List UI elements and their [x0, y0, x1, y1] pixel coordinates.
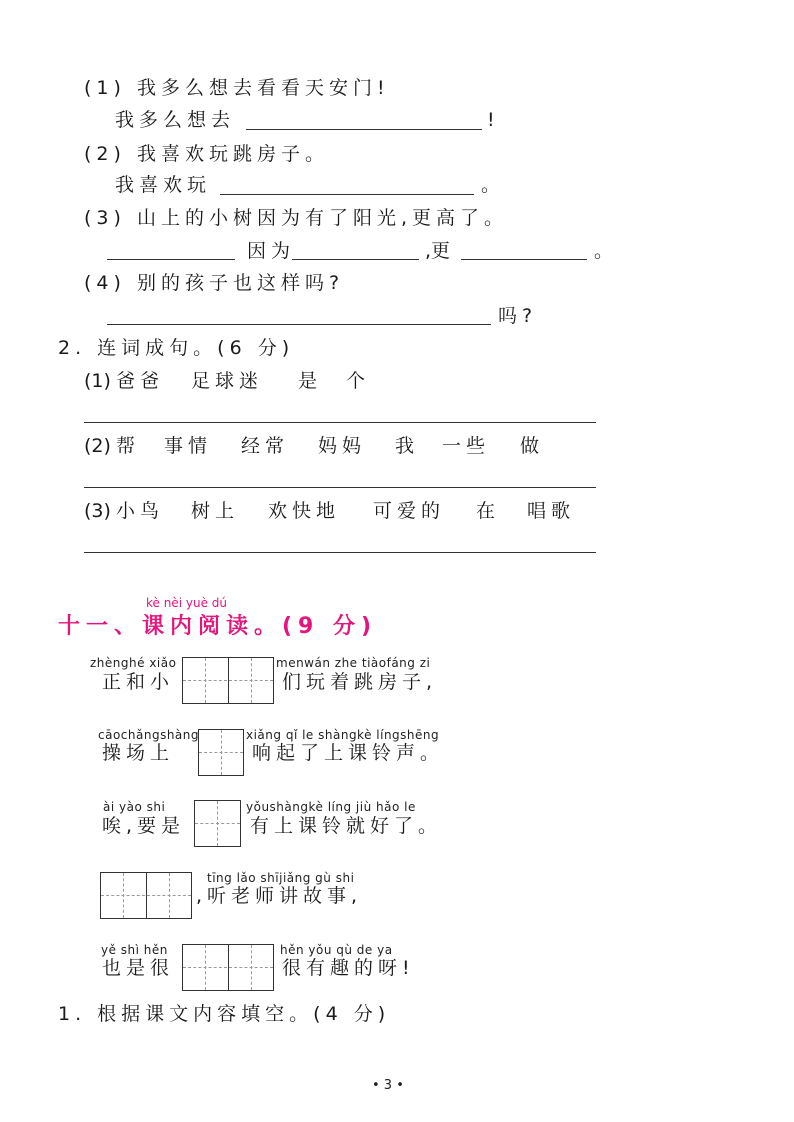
q1-item2-end: 。: [481, 174, 506, 196]
q1-item1-stem: 我多么想去: [115, 109, 236, 131]
q1-item2-prompt: (2) 我喜欢玩跳房子。: [84, 143, 329, 165]
poem-pinyin: xiǎng qǐ le shàngkè língshēng: [246, 728, 440, 742]
q1-item3-prompt: (3) 山上的小树因为有了阳光,更高了。: [84, 207, 508, 229]
q2-item1-label: (1): [84, 370, 111, 392]
q1-item3-blank2[interactable]: [292, 259, 419, 260]
q1-item3-mid1: 因为: [247, 240, 296, 262]
poem-text: 操场上: [102, 742, 175, 764]
q2-item1-word: 足球迷: [191, 370, 264, 392]
q1-item4-prompt: (4) 别的孩子也这样吗?: [84, 272, 345, 294]
poem-pinyin: zhènghé xiǎo: [90, 656, 177, 670]
page-number: • 3 •: [372, 1078, 404, 1093]
q1-item3-mid2: ,更: [425, 240, 451, 262]
poem-text: 正和小: [102, 671, 175, 693]
q2-item2-word: 我: [395, 435, 420, 457]
q2-item2-word: 做: [520, 435, 545, 457]
q2-item3-label: (3): [84, 500, 111, 522]
q1-item3-end: 。: [594, 240, 619, 262]
q1-item3-blank1[interactable]: [107, 259, 235, 260]
q2-item3-word: 树上: [191, 500, 240, 522]
q2-title: 2. 连词成句。(6 分): [58, 337, 295, 359]
poem-pinyin: tīng lǎo shījiǎng gù shi: [207, 871, 355, 885]
poem-text: 们玩着跳房子,: [282, 671, 438, 693]
q1-item1-end: !: [487, 109, 500, 131]
poem-text: ,听老师讲故事,: [196, 885, 363, 907]
q2-item2-word: 经常: [241, 435, 290, 457]
section11-title: 十一、课内阅读。(9 分): [58, 614, 378, 639]
q1-item3-blank3[interactable]: [461, 259, 587, 260]
q2-item3-word: 可爱的: [373, 500, 446, 522]
q2-item1-answer-line[interactable]: [84, 422, 596, 423]
poem-text: 也是很: [102, 957, 175, 979]
poem-pinyin: cāochǎngshàng: [98, 728, 200, 742]
q2-item1-word: 个: [346, 370, 371, 392]
section11-pinyin: kè nèi yuè dú: [146, 596, 227, 610]
answer-box-1char[interactable]: [198, 729, 244, 776]
q2-item3-word: 小鸟: [116, 500, 165, 522]
q2-item2-label: (2): [84, 435, 111, 457]
poem-pinyin: menwán zhe tiàofáng zi: [276, 656, 431, 670]
q1-item1-prompt: (1) 我多么想去看看天安门!: [84, 77, 390, 99]
q2-item1-word: 是: [298, 370, 323, 392]
q1-item2-blank[interactable]: [220, 194, 474, 195]
q2-item3-word: 唱歌: [527, 500, 576, 522]
q2-item2-word: 帮: [116, 435, 141, 457]
q2-item2-word: 事情: [164, 435, 213, 457]
q1-item4-end: 吗?: [498, 305, 538, 327]
q1-item1-blank[interactable]: [246, 129, 482, 130]
poem-pinyin: ài yào shi: [103, 800, 166, 814]
q2-item2-word: 妈妈: [318, 435, 367, 457]
poem-pinyin: yě shì hěn: [101, 943, 168, 957]
answer-box-1char[interactable]: [194, 800, 241, 847]
poem-text: 唉,要是: [102, 815, 186, 837]
poem-pinyin: yǒushàngkè líng jiù hǎo le: [246, 800, 416, 814]
q1-item4-blank[interactable]: [107, 324, 491, 325]
answer-box-2char[interactable]: [100, 872, 192, 919]
q1-item2-stem: 我喜欢玩: [115, 174, 212, 196]
poem-text: 响起了上课铃声。: [252, 742, 445, 764]
q2-item2-answer-line[interactable]: [84, 487, 596, 488]
poem-text: 有上课铃就好了。: [250, 815, 443, 837]
q2-item1-word: 爸爸: [116, 370, 165, 392]
q2-item3-answer-line[interactable]: [84, 552, 596, 553]
answer-box-2char[interactable]: [182, 944, 274, 991]
poem-text: 很有趣的呀!: [282, 957, 415, 979]
answer-box-2char[interactable]: [182, 657, 274, 704]
poem-pinyin: hěn yǒu qù de ya: [280, 943, 393, 957]
q2-item3-word: 在: [476, 500, 501, 522]
q-last-title: 1. 根据课文内容填空。(4 分): [58, 1003, 391, 1025]
q2-item2-word: 一些: [442, 435, 491, 457]
q2-item3-word: 欢快地: [268, 500, 341, 522]
